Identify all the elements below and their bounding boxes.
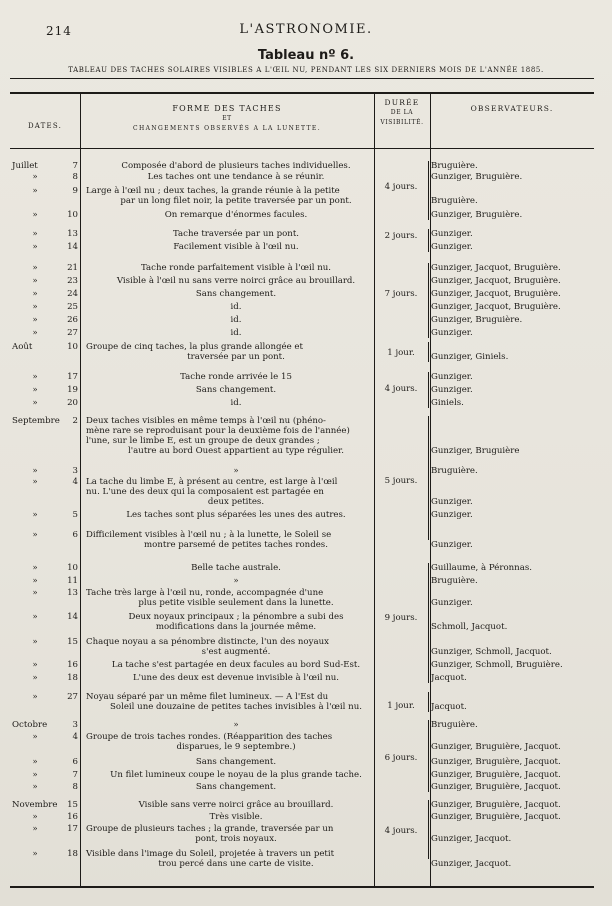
row-observers: Gunziger, Giniels. (431, 352, 509, 362)
header-forme-line3: CHANGEMENTS OBSERVÉS A LA LUNETTE. (132, 125, 322, 132)
row-description-line: Tache ronde parfaitement visible à l'œil nu. (140, 263, 332, 273)
ditto-mark: » (32, 229, 38, 239)
row-description-line: Belle tache australe. (191, 563, 281, 573)
ditto-mark: » (32, 510, 38, 520)
row-description-line: La tache du limbe E, à présent au centre, est large à l'œil (86, 477, 338, 487)
row-day: 8 (72, 172, 78, 182)
ditto-mark: » (32, 276, 38, 286)
ditto-mark: » (32, 302, 38, 312)
row-description-line: Très visible. (209, 812, 263, 822)
row-description-line: Groupe de trois taches rondes. (Réapparition des taches (86, 732, 333, 742)
row-description-line: » (233, 576, 239, 586)
ditto-mark: » (32, 849, 38, 859)
row-observers: Gunziger, Schmoll, Bruguière. (431, 660, 563, 670)
row-description-line: id. (230, 302, 242, 312)
row-day: 3 (72, 720, 78, 730)
row-description-line: Tache ronde arrivée le 15 (180, 372, 292, 382)
row-description-line: On remarque d'énormes facules. (164, 210, 308, 220)
row-description-line: Large à l'œil nu ; deux taches, la grande réunie à la petite (86, 186, 340, 196)
row-observers: Gunziger. (431, 598, 473, 608)
duration-brace (425, 161, 429, 220)
row-description-line: l'une, sur le limbe E, est un groupe de deux grandes ; (86, 436, 320, 446)
row-month: Juillet (12, 161, 38, 171)
header-duree-line3: VISIBILITÉ. (380, 119, 424, 126)
header-dates: DATES. (27, 122, 63, 130)
row-description-line: Deux taches visibles en même temps à l'œil nu (phéno- (86, 416, 326, 426)
duration-label: 4 jours. (384, 182, 418, 192)
ditto-mark: » (32, 732, 38, 742)
row-day: 10 (67, 563, 78, 573)
row-day: 16 (67, 812, 78, 822)
row-observers: Gunziger. (431, 510, 473, 520)
row-day: 8 (72, 782, 78, 792)
ditto-mark: » (32, 242, 38, 252)
duration-label: 7 jours. (384, 289, 418, 299)
row-description-line: Sans changement. (195, 289, 277, 299)
row-description-line: id. (230, 328, 242, 338)
row-day: 11 (67, 576, 78, 586)
ditto-mark: » (32, 673, 38, 683)
duration-brace (425, 563, 429, 683)
journal-title: L'ASTRONOMIE. (239, 22, 373, 37)
row-observers: Gunziger, Bruguière, Jacquot. (431, 800, 561, 810)
row-description-line: La tache s'est partagée en deux facules au bord Sud-Est. (111, 660, 361, 670)
row-day: 3 (72, 466, 78, 476)
duration-brace (425, 263, 429, 338)
row-description-line: Composée d'abord de plusieurs taches individuelles. (121, 161, 351, 171)
row-observers: Guillaume, à Péronnas. (431, 563, 532, 573)
duration-brace (425, 692, 429, 712)
row-description-line: Difficilement visibles à l'œil nu ; à la lunette, le Soleil se (86, 530, 332, 540)
row-observers: Bruguière. (431, 576, 478, 586)
row-description-line: Un filet lumineux coupe le noyau de la plus grande tache. (110, 770, 362, 780)
row-day: 20 (67, 398, 78, 408)
row-day: 6 (72, 530, 78, 540)
ditto-mark: » (32, 466, 38, 476)
row-month: Août (12, 342, 33, 352)
row-observers: Gunziger, Bruguière, Jacquot. (431, 757, 561, 767)
ditto-mark: » (32, 612, 38, 622)
row-description-line: nu. L'une des deux qui la composaient est partagée en (86, 487, 324, 497)
row-description-line: id. (230, 398, 242, 408)
header-duree (376, 98, 428, 128)
ditto-mark: » (32, 372, 38, 382)
row-observers: Gunziger, Bruguière. (431, 172, 523, 182)
header-forme (82, 104, 372, 134)
row-description-line: Groupe de plusieurs taches ; la grande, traversée par un (86, 824, 334, 834)
row-observers: Gunziger. (431, 328, 473, 338)
row-observers: Gunziger, Jacquot, Bruguière. (431, 289, 561, 299)
row-day: 25 (67, 302, 78, 312)
row-observers: Bruguière. (431, 196, 478, 206)
row-day: 13 (67, 229, 78, 239)
row-observers: Gunziger, Schmoll, Jacquot. (431, 647, 552, 657)
ditto-mark: » (32, 782, 38, 792)
row-description-line: Tache très large à l'œil nu, ronde, accompagnée d'une (86, 588, 324, 598)
row-day: 23 (67, 276, 78, 286)
duration-brace (425, 342, 429, 362)
duration-brace (425, 229, 429, 252)
row-description-line: id. (230, 315, 242, 325)
row-observers: Gunziger, Bruguière (431, 446, 520, 456)
duration-label: 1 jour. (387, 348, 415, 358)
row-day: 17 (67, 372, 78, 382)
row-observers: Gunziger, Bruguière, Jacquot. (431, 812, 561, 822)
row-day: 4 (72, 477, 78, 487)
row-observers: Gunziger. (431, 540, 473, 550)
row-description-line: Sans changement. (195, 757, 277, 767)
header-forme-line1: FORME DES TACHES (172, 104, 282, 113)
ditto-mark: » (32, 588, 38, 598)
row-day: 7 (72, 770, 78, 780)
row-description-line: Les taches sont plus séparées les unes des autres. (126, 510, 346, 520)
duration-brace (425, 416, 429, 540)
row-description-line: pont, trois noyaux. (195, 834, 277, 844)
row-description-line: Visible sans verre noirci grâce au brouillard. (138, 800, 334, 810)
row-day: 18 (67, 849, 78, 859)
row-day: 27 (67, 328, 78, 338)
ditto-mark: » (32, 289, 38, 299)
row-month: Septembre (12, 416, 60, 426)
page-number: 214 (46, 24, 72, 38)
row-day: 10 (67, 210, 78, 220)
row-description-line: par un long filet noir, la petite traversée par un pont. (120, 196, 352, 206)
header-observateurs: OBSERVATEURS. (470, 104, 554, 113)
table-bottom-rule (10, 886, 594, 888)
row-observers: Jacquot. (431, 702, 467, 712)
header-forme-line2: ET (222, 115, 232, 122)
row-observers: Gunziger, Jacquot, Bruguière. (431, 276, 561, 286)
row-observers: Gunziger. (431, 229, 473, 239)
row-description-line: L'une des deux est devenue invisible à l'œil nu. (132, 673, 340, 683)
row-observers: Gunziger, Jacquot, Bruguière. (431, 302, 561, 312)
ditto-mark: » (32, 770, 38, 780)
row-description-line: Soleil une douzaine de petites taches invisibles à l'œil nu. (110, 702, 362, 712)
row-day: 14 (67, 242, 78, 252)
row-description-line: deux petites. (207, 497, 265, 507)
duration-label: 4 jours. (384, 384, 418, 394)
row-observers: Gunziger, Bruguière, Jacquot. (431, 742, 561, 752)
row-description-line: montre parsemé de petites taches rondes. (144, 540, 328, 550)
row-description-line: Noyau séparé par un même filet lumineux. — A l'Est du (86, 692, 329, 702)
row-day: 15 (67, 637, 78, 647)
ditto-mark: » (32, 210, 38, 220)
ditto-mark: » (32, 263, 38, 273)
table-top-rule-thick (10, 92, 594, 94)
row-observers: Gunziger. (431, 385, 473, 395)
ditto-mark: » (32, 757, 38, 767)
row-day: 9 (72, 186, 78, 196)
row-day: 6 (72, 757, 78, 767)
table-title: Tableau nº 6. (257, 48, 355, 63)
row-day: 18 (67, 673, 78, 683)
row-description-line: » (233, 466, 239, 476)
ditto-mark: » (32, 637, 38, 647)
ditto-mark: » (32, 398, 38, 408)
row-description-line: Facilement visible à l'œil nu. (173, 242, 299, 252)
table-top-rule (10, 78, 594, 79)
row-description-line: Sans changement. (195, 385, 277, 395)
row-description-line: Chaque noyau a sa pénombre distincte, l'un des noyaux (86, 637, 329, 647)
row-observers: Gunziger. (431, 372, 473, 382)
row-day: 17 (67, 824, 78, 834)
row-description-line: plus petite visible seulement dans la lunette. (138, 598, 334, 608)
duration-brace (425, 720, 429, 792)
header-duree-line1: DURÉE (384, 98, 420, 107)
duration-label: 2 jours. (384, 231, 418, 241)
column-divider-dates (80, 94, 81, 886)
row-observers: Gunziger, Jacquot, Bruguière. (431, 263, 561, 273)
row-day: 27 (67, 692, 78, 702)
ditto-mark: » (32, 477, 38, 487)
row-day: 21 (67, 263, 78, 273)
row-observers: Gunziger, Bruguière. (431, 315, 523, 325)
row-description-line: disparues, le 9 septembre.) (176, 742, 296, 752)
row-observers: Gunziger, Bruguière, Jacquot. (431, 782, 561, 792)
ditto-mark: » (32, 824, 38, 834)
row-observers: Gunziger. (431, 497, 473, 507)
row-day: 13 (67, 588, 78, 598)
duration-label: 5 jours. (384, 476, 418, 486)
row-observers: Gunziger, Jacquot. (431, 859, 512, 869)
row-day: 24 (67, 289, 78, 299)
row-description-line: trou percé dans une carte de visite. (158, 859, 314, 869)
row-description-line: modifications dans la journée même. (155, 622, 317, 632)
row-description-line: Visible à l'œil nu sans verre noirci grâce au brouillard. (116, 276, 356, 286)
row-observers: Gunziger. (431, 242, 473, 252)
row-month: Octobre (12, 720, 48, 730)
row-day: 10 (67, 342, 78, 352)
ditto-mark: » (32, 530, 38, 540)
row-description-line: l'autre au bord Ouest appartient au type régulier. (128, 446, 344, 456)
header-duree-line2: DE LA (390, 109, 414, 116)
row-day: 15 (67, 800, 78, 810)
row-description-line: » (233, 720, 239, 730)
ditto-mark: » (32, 576, 38, 586)
ditto-mark: » (32, 186, 38, 196)
ditto-mark: » (32, 812, 38, 822)
row-day: 4 (72, 732, 78, 742)
row-day: 14 (67, 612, 78, 622)
row-observers: Schmoll, Jacquot. (431, 622, 508, 632)
row-observers: Bruguière. (431, 466, 478, 476)
duration-label: 9 jours. (384, 613, 418, 623)
duration-label: 6 jours. (384, 753, 418, 763)
row-day: 16 (67, 660, 78, 670)
row-description-line: mène rare se reproduisant pour la deuxième fois de l'année) (86, 426, 350, 436)
running-head (0, 22, 612, 38)
row-description-line: Les taches ont une tendance à se réunir. (147, 172, 325, 182)
ditto-mark: » (32, 328, 38, 338)
duration-label: 4 jours. (384, 826, 418, 836)
row-observers: Bruguière. (431, 161, 478, 171)
row-month: Novembre (12, 800, 58, 810)
row-description-line: Sans changement. (195, 782, 277, 792)
ditto-mark: » (32, 692, 38, 702)
row-observers: Giniels. (431, 398, 464, 408)
row-description-line: s'est augmenté. (201, 647, 271, 657)
row-observers: Jacquot. (431, 673, 467, 683)
ditto-mark: » (32, 172, 38, 182)
row-observers: Gunziger, Bruguière. (431, 210, 523, 220)
row-day: 26 (67, 315, 78, 325)
row-day: 2 (72, 416, 78, 426)
row-observers: Gunziger, Jacquot. (431, 834, 512, 844)
ditto-mark: » (32, 660, 38, 670)
row-description-line: Visible dans l'image du Soleil, projetée à travers un petit (86, 849, 335, 859)
ditto-mark: » (32, 385, 38, 395)
row-description-line: traversée par un pont. (187, 352, 285, 362)
ditto-mark: » (32, 563, 38, 573)
row-description-line: Groupe de cinq taches, la plus grande allongée et (86, 342, 303, 352)
duration-brace (425, 372, 429, 408)
duration-label: 1 jour. (387, 701, 415, 711)
row-day: 5 (72, 510, 78, 520)
row-description-line: Tache traversée par un pont. (172, 229, 300, 239)
table-caption: TABLEAU DES TACHES SOLAIRES VISIBLES A L'ŒIL NU, PENDANT LES SIX DERNIERS MOIS DE L'ANNÉE 1885. (68, 66, 544, 74)
duration-brace (425, 800, 429, 859)
row-description-line: Deux noyaux principaux ; la pénombre a subi des (128, 612, 344, 622)
row-observers: Bruguière. (431, 720, 478, 730)
row-observers: Gunziger, Bruguière, Jacquot. (431, 770, 561, 780)
row-day: 19 (67, 385, 78, 395)
row-day: 7 (72, 161, 78, 171)
ditto-mark: » (32, 315, 38, 325)
header-bottom-rule (10, 148, 594, 149)
